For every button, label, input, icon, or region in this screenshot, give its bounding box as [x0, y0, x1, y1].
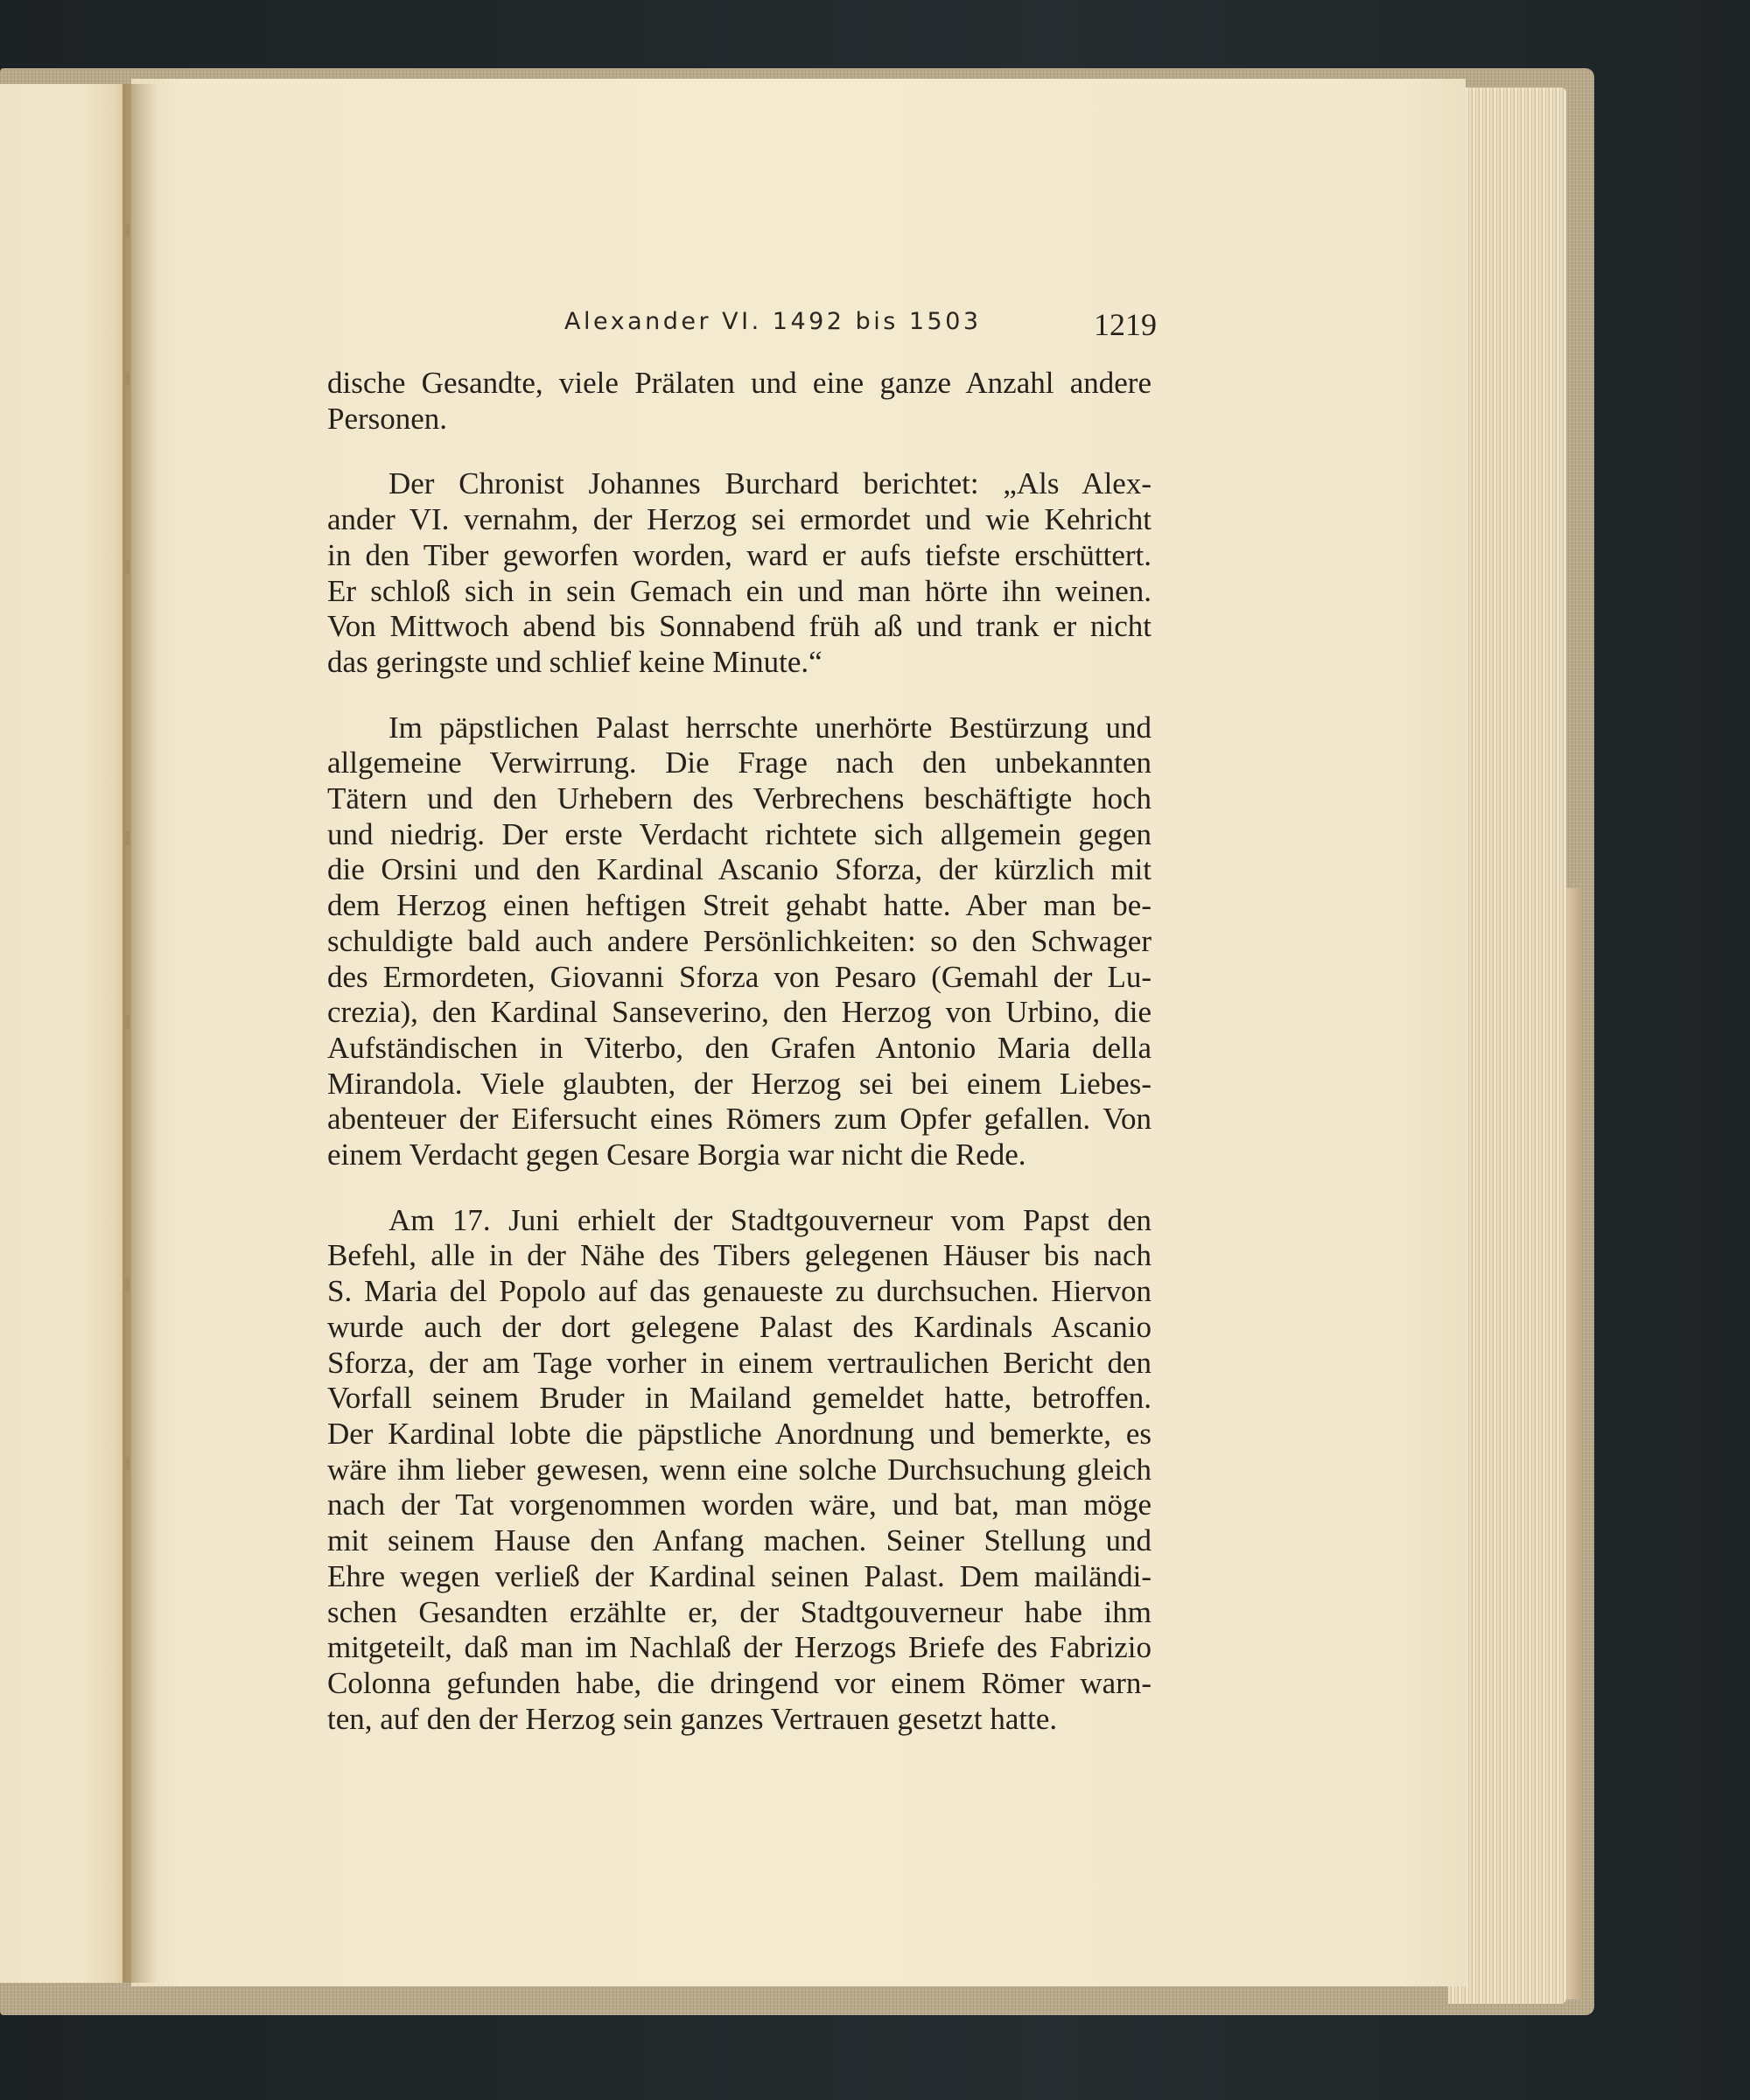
page-edges: [1448, 88, 1566, 2004]
page-number: 1219: [1094, 307, 1157, 342]
text-line: ten, auf den der Herzog sein ganzes Vertrauen gesetzt hatte.: [327, 1701, 1058, 1736]
text-line: das geringste und schlief keine Minute.“: [327, 644, 822, 679]
text-line: Personen.: [327, 401, 448, 436]
text-line: Sforza, der am Tage vorher in einem vertraulichen Bericht den: [327, 1345, 1152, 1380]
text-line: wäre ihm lieber gewesen, wenn eine solche Durchsuchung gleich: [327, 1452, 1152, 1487]
text-line: einem Verdacht gegen Cesare Borgia war nicht die Rede.: [327, 1138, 1026, 1172]
text-line: ander VI. vernahm, der Herzog sei ermordet und wie Kehricht: [327, 502, 1152, 537]
text-line: Im päpstlichen Palast herrschte unerhörte Bestürzung und: [388, 710, 1152, 745]
text-line: nach der Tat vorgenommen worden wäre, und bat, man möge: [327, 1488, 1152, 1522]
text-line: Ehre wegen verließ der Kardinal seinen Palast. Dem mailändi-: [327, 1558, 1152, 1593]
text-line: Am 17. Juni erhielt der Stadtgouverneur vom Papst den: [388, 1202, 1152, 1237]
binding-thread: [124, 223, 130, 237]
text-line: dem Herzog einen heftigen Streit gehabt hatte. Aber man be-: [327, 888, 1152, 923]
left-page: [0, 84, 136, 1983]
text-line: mitgeteilt, daß man im Nachlaß der Herzogs Briefe des Fabrizio: [327, 1630, 1152, 1665]
text-line: Der Chronist Johannes Burchard berichtet: „Als Alex-: [388, 466, 1152, 501]
text-line: crezia), den Kardinal Sanseverino, den Herzog von Urbino, die: [327, 995, 1152, 1030]
paragraph: [327, 1203, 1152, 1738]
text-line: allgemeine Verwirrung. Die Frage nach den unbekannten: [327, 746, 1152, 780]
binding-thread: [124, 560, 130, 574]
text-line: Mirandola. Viele glaubten, der Herzog sei bei einem Liebes-: [327, 1066, 1152, 1101]
text-line: die Orsini und den Kardinal Ascanio Sforza, der kürzlich mit: [327, 852, 1152, 887]
text-line: wurde auch der dort gelegene Palast des Kardinals Ascanio: [327, 1309, 1152, 1344]
binding-thread: [124, 1457, 130, 1471]
text-line: und niedrig. Der erste Verdacht richtete sich allgemein gegen: [327, 816, 1152, 851]
binding-thread: [124, 831, 130, 845]
running-header: Alexander VI. 1492 bis 1503: [564, 308, 982, 335]
text-line: schuldigte bald auch andere Persönlichkeiten: so den Schwager: [327, 923, 1152, 958]
text-line: dische Gesandte, viele Prälaten und eine ganze Anzahl andere: [327, 366, 1152, 400]
text-line: Er schloß sich in sein Gemach ein und man hörte ihn weinen.: [327, 573, 1152, 608]
text-line: Tätern und den Urhebern des Verbrechens beschäftigte hoch: [327, 781, 1152, 816]
paragraph: [327, 366, 1152, 437]
page-gutter: [122, 84, 158, 1983]
text-line: in den Tiber geworfen worden, ward er aufs tiefste erschüttert.: [327, 537, 1152, 572]
text-line: mit seinem Hause den Anfang machen. Seiner Stellung und: [327, 1523, 1152, 1558]
paragraph: [327, 710, 1152, 1173]
text-line: abenteuer der Eifersucht eines Römers zum Opfer gefallen. Von: [327, 1102, 1152, 1137]
binding-thread: [124, 372, 130, 386]
binding-thread: [124, 1278, 130, 1292]
text-line: Vorfall seinem Bruder in Mailand gemeldet hatte, betroffen.: [327, 1381, 1152, 1416]
text-line: Aufständischen in Viterbo, den Grafen Antonio Maria della: [327, 1030, 1152, 1065]
text-line: Befehl, alle in der Nähe des Tibers gelegenen Häuser bis nach: [327, 1238, 1152, 1273]
text-line: Colonna gefunden habe, die dringend vor einem Römer warn-: [327, 1665, 1152, 1700]
paragraph: [327, 466, 1152, 680]
text-line: Von Mittwoch abend bis Sonnabend früh aß und trank er nicht: [327, 609, 1152, 644]
text-line: schen Gesandten erzählte er, der Stadtgouverneur habe ihm: [327, 1594, 1152, 1629]
text-line: Der Kardinal lobte die päpstliche Anordnung und bemerkte, es: [327, 1416, 1152, 1451]
text-line: des Ermordeten, Giovanni Sforza von Pesaro (Gemahl der Lu-: [327, 959, 1152, 994]
text-line: S. Maria del Popolo auf das genaueste zu durchsuchen. Hiervon: [327, 1274, 1152, 1309]
binding-thread: [124, 1015, 130, 1029]
body-text: [327, 366, 1152, 1767]
